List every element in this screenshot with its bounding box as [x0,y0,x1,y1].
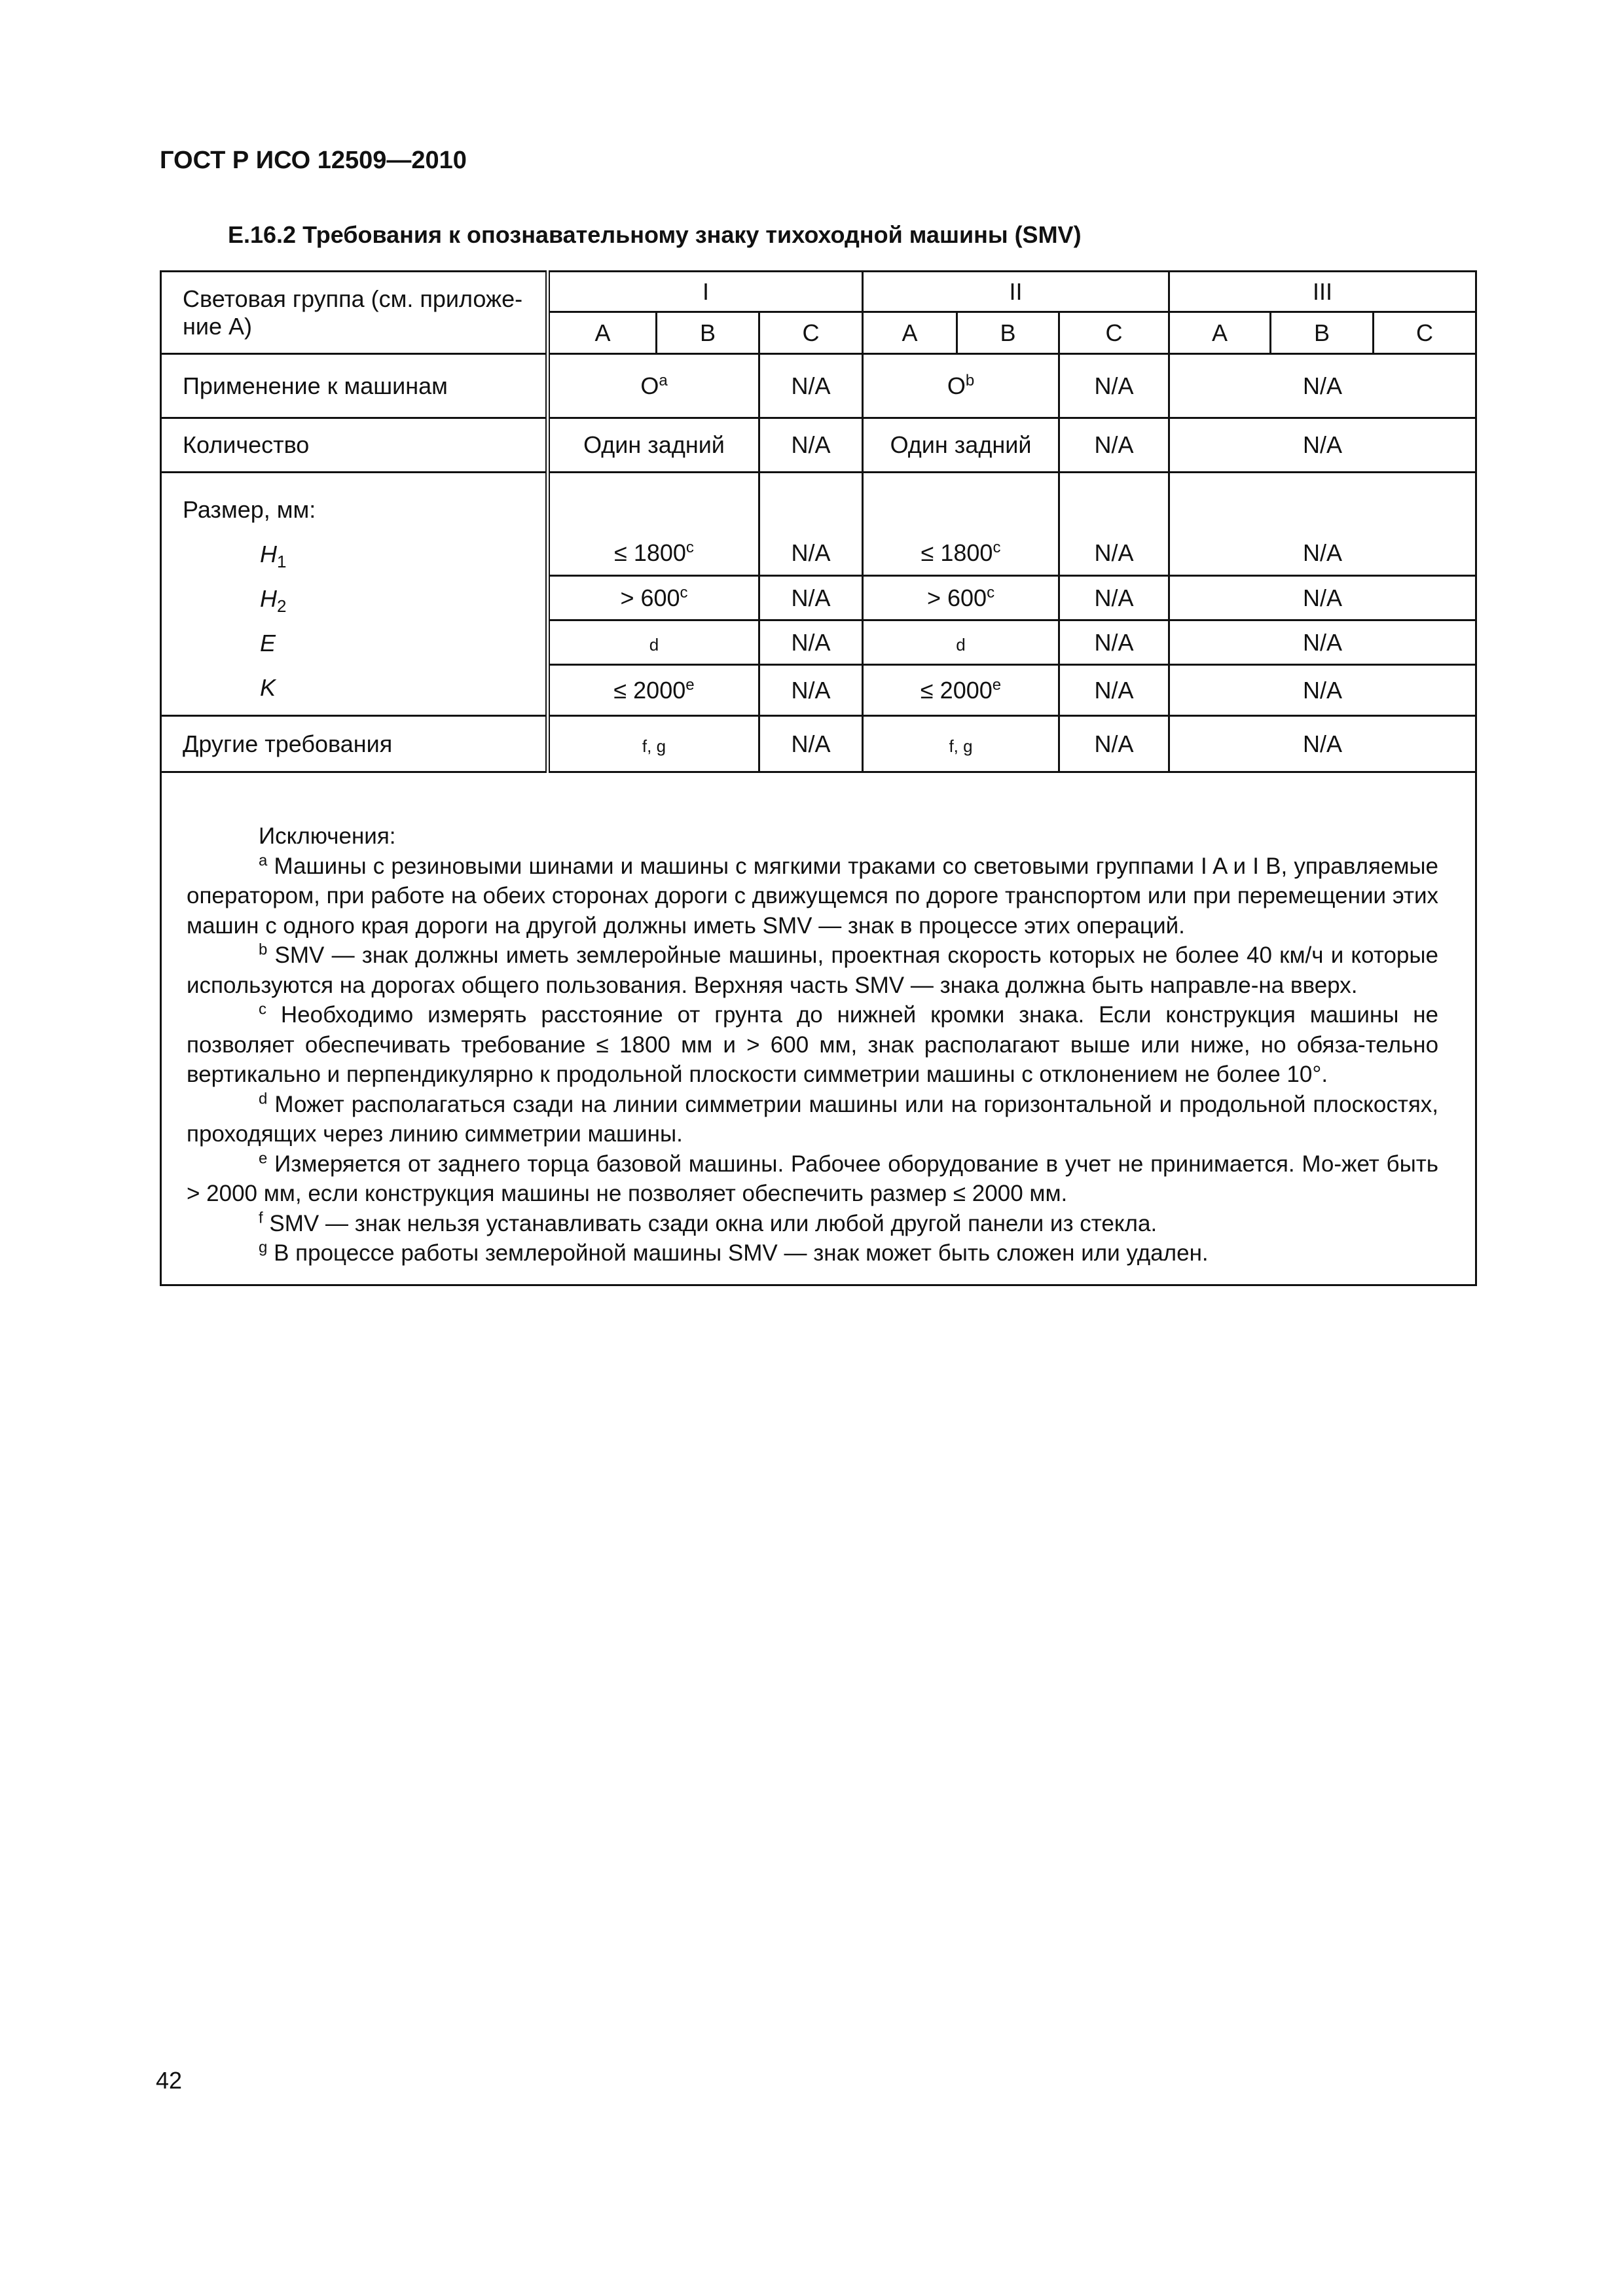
exceptions-notes [161,772,1476,1285]
table-cell: $O^b$ [863,354,1059,418]
group-header-2: II [863,272,1169,312]
table-header-groups [161,272,1476,312]
subcol-header: A [1169,312,1271,354]
subcol-header: C [1059,312,1169,354]
table-cell: ≤ $1800^c$ [863,531,1059,576]
table-cell: N/A [759,531,863,576]
table-cell: d [548,620,759,665]
table-row-size-heading [161,473,1476,531]
table-cell: N/A [759,576,863,620]
table-cell: N/A [1169,354,1476,418]
section-title: Е.16.2 Требования к опознавательному знаку тихоходной машины (SMV) [228,221,1082,248]
subcol-header: B [1271,312,1374,354]
subcol-header: C [1374,312,1476,354]
group-header-3: III [1169,272,1476,312]
table-row-application [161,354,1476,418]
size-label: Размер, мм: [183,496,316,523]
table-cell: N/A [1059,418,1169,473]
table-row-quantity [161,418,1476,473]
row-label: Количество [161,418,548,473]
subcol-header: C [759,312,863,354]
table-cell: N/A [1059,576,1169,620]
table-cell: N/A [759,665,863,716]
subcol-header: A [548,312,657,354]
table-cell [1059,473,1169,531]
page-number: 42 [156,2067,183,2094]
table-cell: > $600^c$ [863,576,1059,620]
table-cell: N/A [1059,354,1169,418]
size-symbol-h2: $H_2$ [260,585,287,617]
table-cell [759,473,863,531]
table-cell: N/A [1169,531,1476,576]
table-cell: Один задний [548,418,759,473]
table-cell: N/A [1169,665,1476,716]
table-cell: ≤ $2000^e$ [548,665,759,716]
table-cell: N/A [759,620,863,665]
table-cell: N/A [1059,531,1169,576]
table-cell: N/A [1169,576,1476,620]
footnote-b: $^b$ SMV — знак должны иметь землеройные машины, проектная скорость которых не более 40 км/ч и которые используются на дорогах общего пользования. Верхняя часть SMV — знака должна быть направле-на вверх. [187,941,1439,998]
table-cell: N/A [759,418,863,473]
light-group-label: Световая группа (см. приложе-ние А) [161,272,548,354]
row-label-size [161,473,548,716]
row-label: Другие требования [161,716,548,772]
table-cell: f, g [548,716,759,772]
table-cell: Один задний [863,418,1059,473]
footnote-a: $^a$ Машины с резиновыми шинами и машины с мягкими траками со световыми группами I A и I B, управляемые оператором, при работе на обеих сторонах дороги с движущемся по дороге транспортом или при перемещении этих машин с одного края дороги на другой должны иметь SMV — знак в процессе этих операций. [187,851,1439,939]
table-cell: N/A [759,354,863,418]
table-cell: N/A [1059,620,1169,665]
footnote-d: $^d$ Может располагаться сзади на линии симметрии машины или на горизонтальной и продольной плоскостях, проходящих через линию симметрии машины. [187,1089,1439,1147]
size-symbol-k: K [260,674,276,701]
subcol-header: A [863,312,957,354]
table-cell: d [863,620,1059,665]
table-cell: N/A [1169,716,1476,772]
table-row-notes [161,772,1476,1285]
footnote-g: $^g$ В процессе работы землеройной машины SMV — знак может быть сложен или удален. [259,1238,1209,1266]
subcol-header: B [657,312,759,354]
row-label: Применение к машинам [161,354,548,418]
table-cell: ≤ $2000^e$ [863,665,1059,716]
table-row-other [161,716,1476,772]
table-cell: N/A [1059,665,1169,716]
document-header: ГОСТ Р ИСО 12509—2010 [160,147,467,174]
table-cell: f, g [863,716,1059,772]
size-symbol-e: E [260,630,276,656]
table-cell: N/A [759,716,863,772]
table-cell: N/A [1169,620,1476,665]
footnote-e: $^e$ Измеряется от заднего торца базовой машины. Рабочее оборудование в учет не принимается. Мо-жет быть > 2000 мм, если конструкция машины не позволяет обеспечить размер ≤ 2000 мм. [187,1149,1439,1206]
table-cell: ≤ $1800^c$ [548,531,759,576]
table-cell [863,473,1059,531]
table-cell: N/A [1169,418,1476,473]
table-cell [1169,473,1476,531]
table-cell: N/A [1059,716,1169,772]
notes-heading: Исключения: [259,823,396,849]
table-cell [548,473,759,531]
footnote-f: $^f$ SMV — знак нельзя устанавливать сзади окна или любой другой панели из стекла. [259,1208,1158,1236]
requirements-table [160,270,1477,1286]
group-header-1: I [548,272,863,312]
footnote-c: $^c$ Необходимо измерять расстояние от грунта до нижней кромки знака. Если конструкция машины не позволяет обеспечивать требование ≤ 1800 мм и > 600 мм, знак располагают выше или ниже, но обяза-тельно вертикально и перпендикулярно к продольной плоскости симметрии машины с отклонением не более 10°. [187,1000,1439,1087]
size-symbol-h1: $H_1$ [260,541,287,572]
table-cell: > $600^c$ [548,576,759,620]
subcol-header: B [957,312,1059,354]
table-cell: $O^a$ [548,354,759,418]
